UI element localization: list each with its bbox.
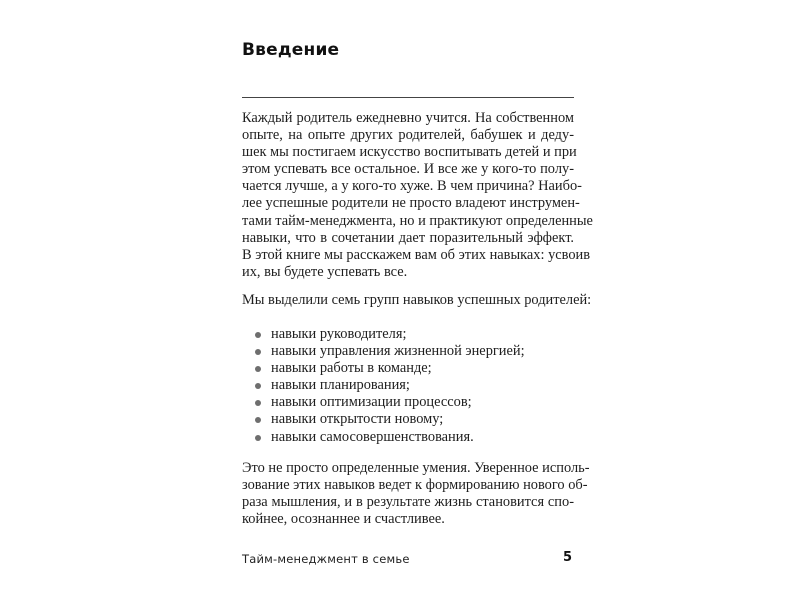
text-line: Каждый родитель ежедневно учится. На собственном — [242, 110, 574, 126]
skills-list — [242, 326, 574, 446]
running-footer-title: Тайм-менеджмент в семье — [242, 552, 410, 566]
text-line: навыки, что в сочетании дает поразительный эффект. — [242, 229, 574, 246]
chapter-heading: Введение — [242, 40, 340, 60]
list-item — [242, 360, 574, 377]
text-line: их, вы будете успевать все. — [242, 263, 408, 280]
list-item — [242, 326, 574, 343]
paragraph-skills-intro — [242, 292, 592, 309]
text-line: шек мы постигаем искусство воспитывать детей и при — [242, 144, 577, 161]
list-item-label: навыки руководителя; — [271, 326, 407, 342]
text-line: койнее, осознаннее и счастливее. — [242, 511, 445, 528]
list-item-label: навыки планирования; — [271, 377, 410, 394]
bullet-icon — [255, 349, 261, 355]
text-line: лее успешные родители не просто владеют инструмен- — [242, 195, 580, 212]
list-item-label: навыки управления жизненной энергией; — [271, 343, 525, 360]
text-line: зование этих навыков ведет к формированию нового об- — [242, 477, 588, 494]
text-line: раза мышления, и в результате жизнь становится спо- — [242, 494, 574, 511]
text-line: Это не просто определенные умения. Уверенное исполь- — [242, 460, 590, 476]
list-item-label: навыки оптимизации процессов; — [271, 394, 472, 411]
list-item — [242, 343, 574, 360]
paragraph-intro — [242, 110, 593, 281]
bullet-icon — [255, 332, 261, 338]
text-line: тами тайм-менеджмента, но и практикуют определенные — [242, 212, 593, 229]
text-line: опыте, на опыте других родителей, бабушек и деду- — [242, 127, 574, 144]
list-item — [242, 377, 574, 394]
bullet-icon — [255, 383, 261, 389]
list-item — [242, 411, 574, 428]
text-line: В этой книге мы расскажем вам об этих навыках: усвоив — [242, 246, 591, 263]
list-item-label: навыки открытости новому; — [271, 411, 444, 428]
bullet-icon — [255, 366, 261, 372]
text-line: чается лучше, а у кого-то хуже. В чем причина? Наибо- — [242, 178, 582, 195]
heading-rule — [242, 97, 574, 98]
list-item-label: навыки работы в команде; — [271, 360, 432, 377]
bullet-icon — [255, 435, 261, 441]
bullet-icon — [255, 400, 261, 406]
paragraph-conclusion — [242, 460, 590, 528]
page-number: 5 — [563, 550, 573, 565]
list-item-label: навыки самосовершенствования. — [271, 428, 474, 445]
list-item — [242, 394, 574, 411]
text-line: Мы выделили семь групп навыков успешных родителей: — [242, 292, 592, 308]
text-line: этом успевать все остальное. И все же у кого-то полу- — [242, 161, 574, 178]
bullet-icon — [255, 417, 261, 423]
list-item — [242, 429, 574, 446]
